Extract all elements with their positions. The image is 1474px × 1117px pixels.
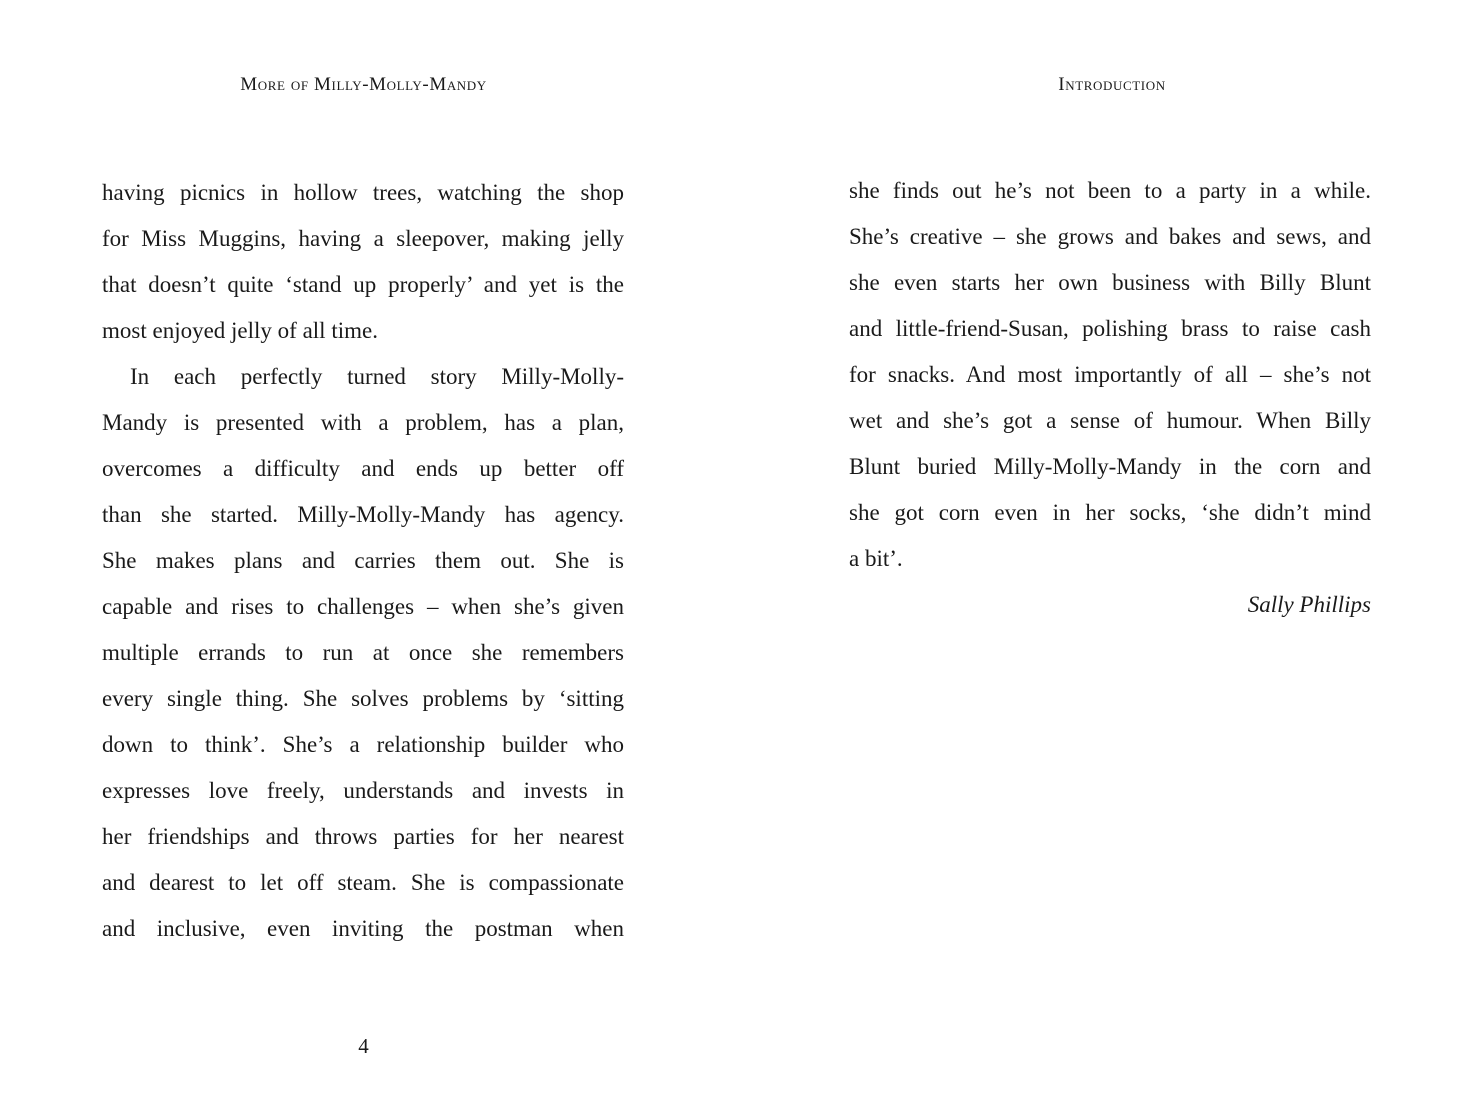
text-line: her friendships and throws parties for her nearest	[102, 824, 624, 849]
text-line: a bit’.	[849, 546, 903, 571]
body-text	[102, 170, 624, 952]
text-line: overcomes a difficulty and ends up better off	[102, 456, 624, 481]
text-line: and little-friend-Susan, polishing brass to raise cash	[849, 316, 1371, 341]
body-text	[849, 168, 1371, 628]
text-line: she finds out he’s not been to a party in a while.	[849, 178, 1371, 203]
right-page	[737, 0, 1474, 1117]
text-line: having picnics in hollow trees, watching the shop	[102, 180, 624, 205]
text-line: she got corn even in her socks, ‘she didn’t mind	[849, 500, 1371, 525]
text-line: She makes plans and carries them out. She is	[102, 548, 624, 573]
text-line: and inclusive, even inviting the postman when	[102, 916, 624, 941]
text-line: every single thing. She solves problems by ‘sitting	[102, 686, 624, 711]
text-line: than she started. Milly-Molly-Mandy has agency.	[102, 502, 624, 527]
text-line: expresses love freely, understands and invests in	[102, 778, 624, 803]
text-line: that doesn’t quite ‘stand up properly’ and yet is the	[102, 272, 624, 297]
text-line: She’s creative – she grows and bakes and sews, and	[849, 224, 1371, 249]
text-line: Blunt buried Milly-Molly-Mandy in the corn and	[849, 454, 1371, 479]
text-line: most enjoyed jelly of all time.	[102, 318, 378, 343]
text-line: In each perfectly turned story Milly-Molly-	[130, 364, 624, 389]
text-line: for snacks. And most importantly of all – she’s not	[849, 362, 1371, 387]
text-line: wet and she’s got a sense of humour. When Billy	[849, 408, 1371, 433]
text-line: capable and rises to challenges – when she’s given	[102, 594, 624, 619]
text-line: multiple errands to run at once she remembers	[102, 640, 624, 665]
text-line: she even starts her own business with Billy Blunt	[849, 270, 1371, 295]
text-line: for Miss Muggins, having a sleepover, making jelly	[102, 226, 624, 251]
text-line: down to think’. She’s a relationship builder who	[102, 732, 624, 757]
running-head-book-title: More of Milly-Molly-Mandy	[240, 74, 487, 95]
text-line: Mandy is presented with a problem, has a plan,	[102, 410, 624, 435]
author-signature: Sally Phillips	[1247, 592, 1371, 617]
running-head-chapter-title: Introduction	[1058, 74, 1166, 95]
text-line: and dearest to let off steam. She is compassionate	[102, 870, 624, 895]
page-number: 4	[358, 1034, 369, 1058]
